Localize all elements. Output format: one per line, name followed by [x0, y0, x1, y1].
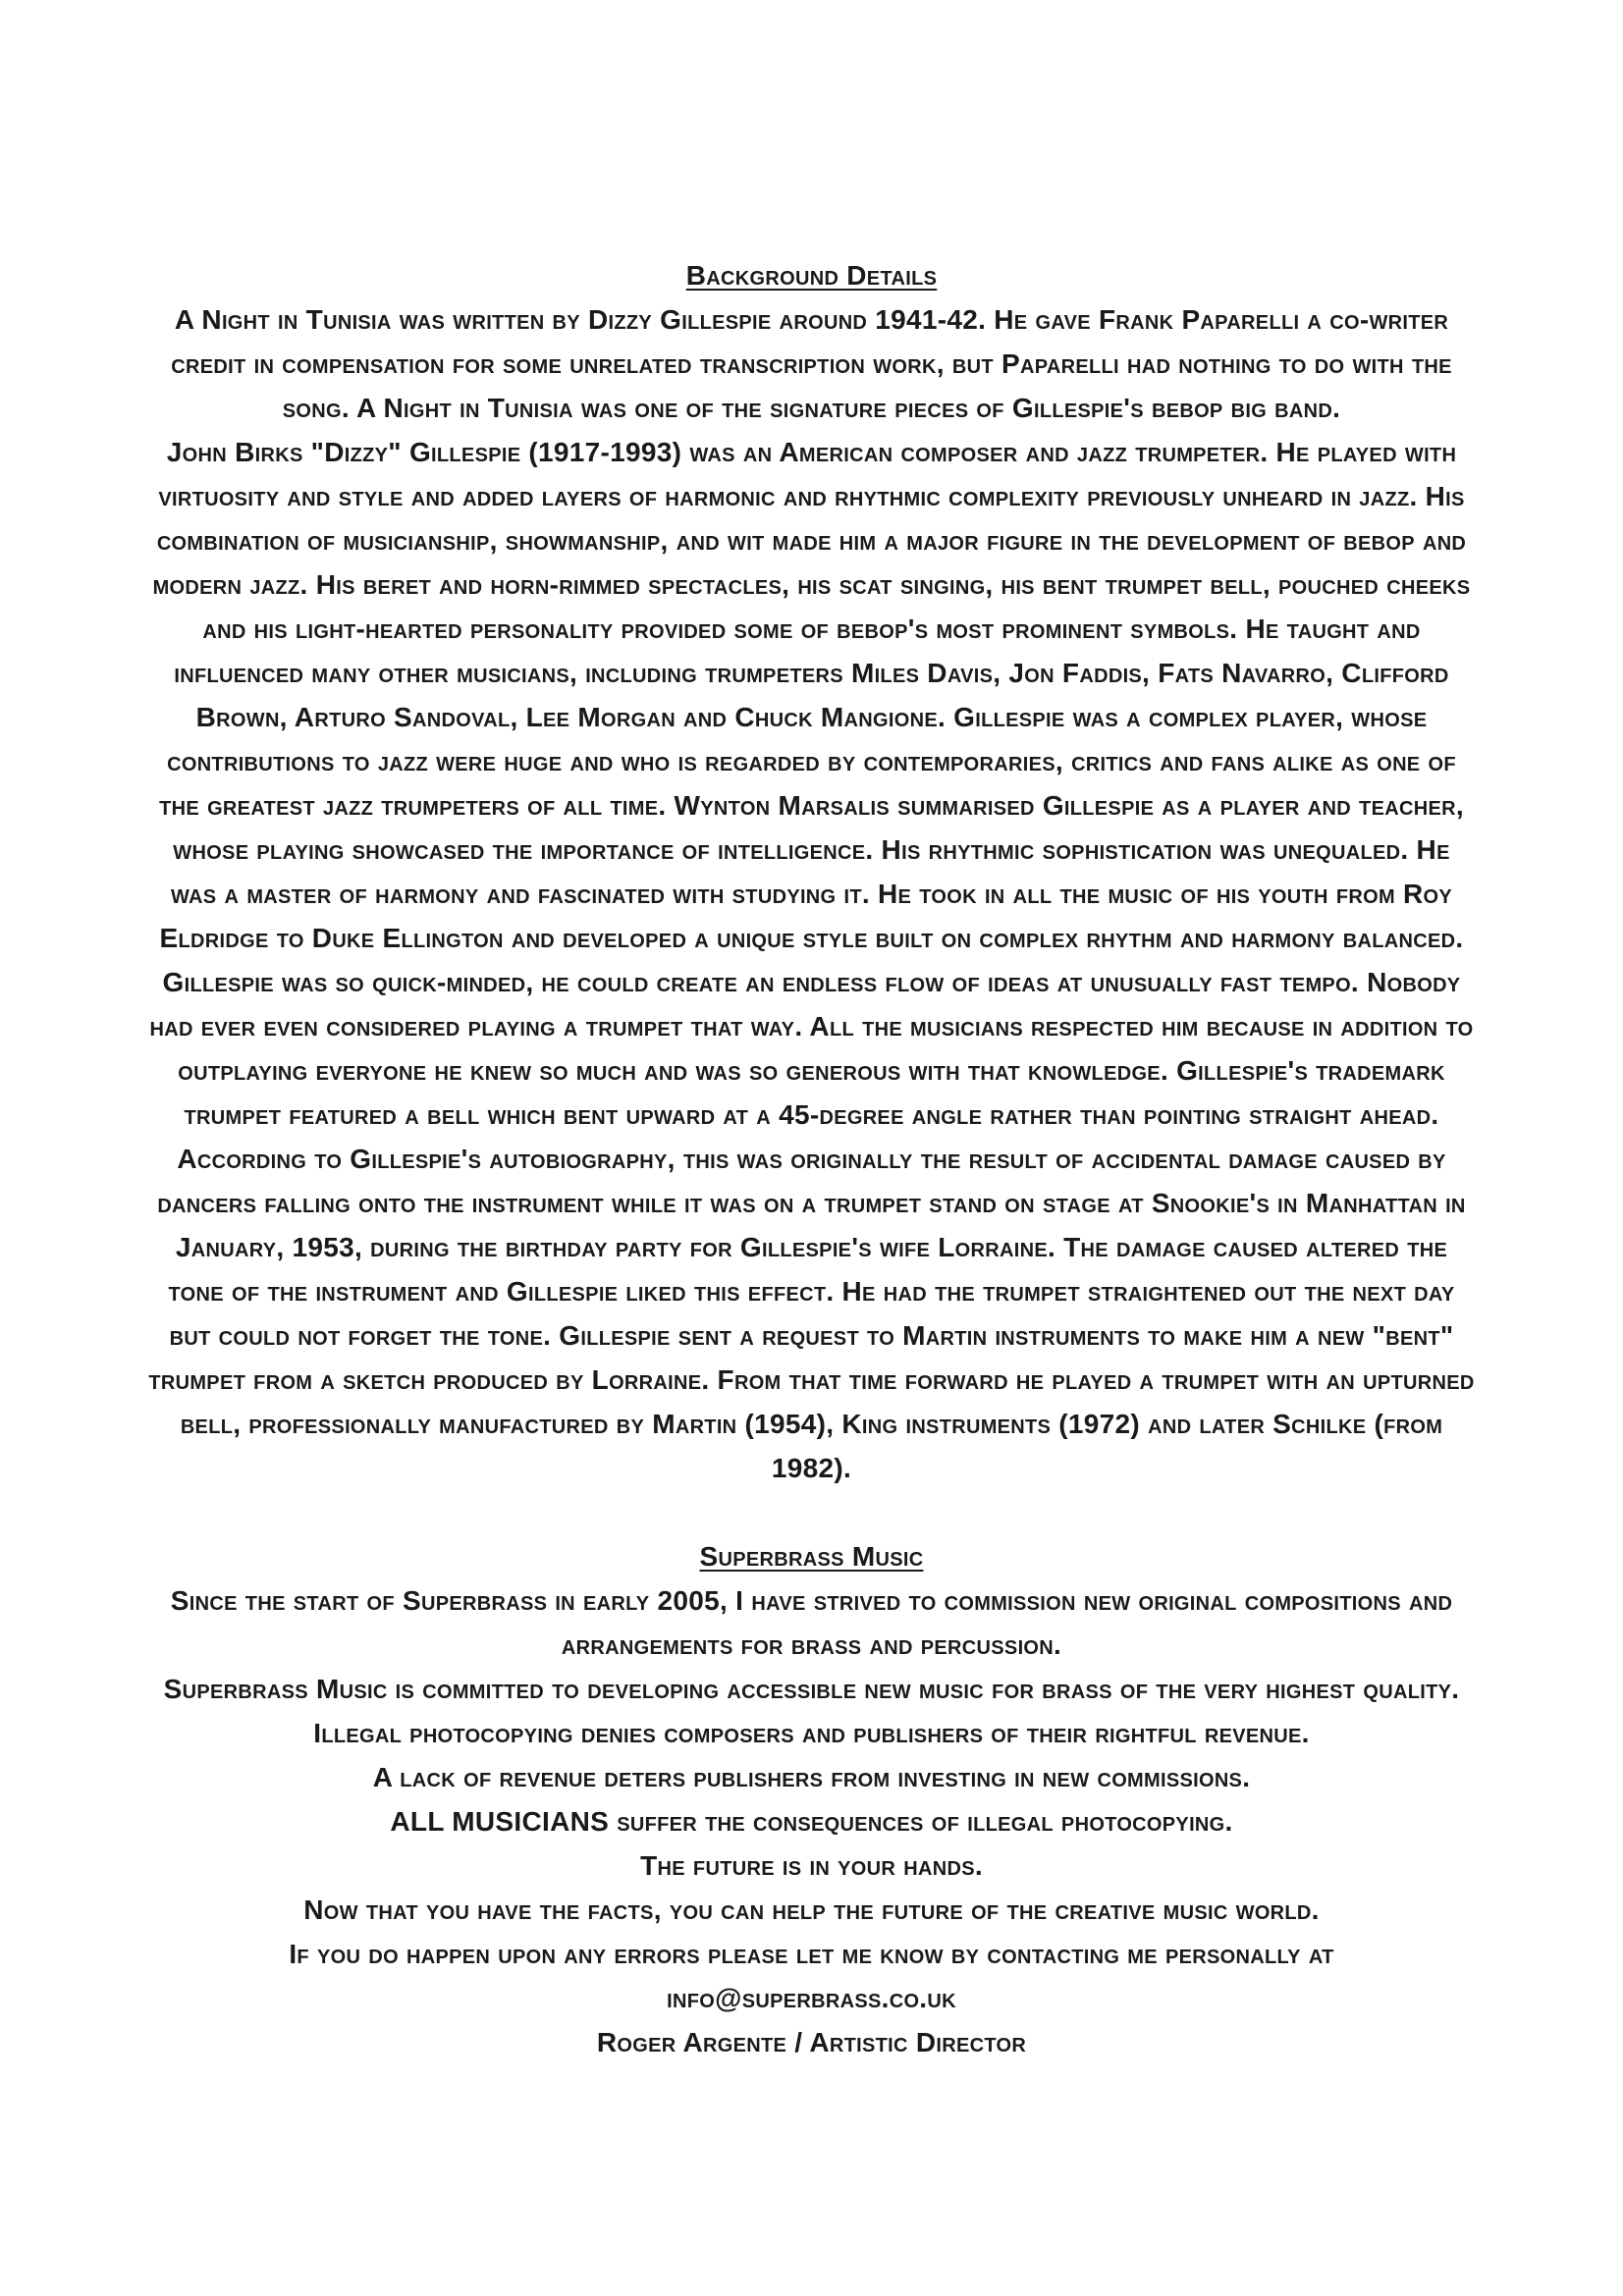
superbrass-line-contact: If you do happen upon any errors please let me know by contacting me personally at info@superbrass.co.uk — [289, 1939, 1334, 2013]
superbrass-line-4: A lack of revenue deters publishers from investing in new commissions. — [372, 1762, 1251, 1792]
superbrass-line-3: Illegal photocopying denies composers and publishers of their rightful revenue. — [313, 1718, 1310, 1748]
background-heading: Background Details — [685, 260, 938, 291]
section-spacer — [147, 1490, 1476, 1534]
superbrass-line-1: Since the start of Superbrass in early 2005, I have strived to commission new original compositions and arrangements for brass and percussion. — [170, 1585, 1453, 1660]
document-page — [147, 253, 1476, 2064]
superbrass-line-facts: Now that you have the facts, you can help the future of the creative music world. — [303, 1895, 1320, 1925]
all-musicians-emphasis: ALL MUSICIANS — [390, 1806, 610, 1837]
background-paragraph-2: John Birks "Dizzy" Gillespie (1917-1993) was an American composer and jazz trumpeter. He played with virtuosity and style and added layers of harmonic and rhythmic complexity previously unheard in jazz. His combination of musicianship, showmanship, and wit made him a major figure in the development of bebop and modern jazz. His beret and horn-rimmed spectacles, his scat singing, his bent trumpet bell, pouched cheeks and his light-hearted personality provided some of bebop's most prominent symbols. He taught and influenced many other musicians, including trumpeters Miles Davis, Jon Faddis, Fats Navarro, Clifford Brown, Arturo Sandoval, Lee Morgan and Chuck Mangione. Gillespie was a complex player, whose contributions to jazz were huge and who is regarded by contemporaries, critics and fans alike as one of the greatest jazz trumpeters of all time. Wynton Marsalis summarised Gillespie as a player and teacher, whose playing showcased the importance of intelligence. His rhythmic sophistication was unequaled. He was a master of harmony and fascinated with studying it. He took in all the music of his youth from Roy Eldridge to Duke Ellington and developed a unique style built on complex rhythm and harmony balanced. Gillespie was so quick-minded, he could create an endless flow of ideas at unusually fast tempo. Nobody had ever even considered playing a trumpet that way. All the musicians respected him because in addition to outplaying everyone he knew so much and was so generous with that knowledge. Gillespie's trademark trumpet featured a bell which bent upward at a 45-degree angle rather than pointing straight ahead. According to Gillespie's autobiography, this was originally the result of accidental damage caused by dancers falling onto the instrument while it was on a trumpet stand on stage at Snookie's in Manhattan in January, 1953, during the birthday party for Gillespie's wife Lorraine. The damage caused altered the tone of the instrument and Gillespie liked this effect. He had the trumpet straightened out the next day but could not forget the tone. Gillespie sent a request to Martin instruments to make him a new "bent" trumpet from a sketch produced by Lorraine. From that time forward he played a trumpet with an upturned bell, professionally manufactured by Martin (1954), King instruments (1972) and later Schilke (from 1982). — [148, 437, 1475, 1483]
superbrass-heading: Superbrass Music — [699, 1541, 924, 1572]
emphasis-rest: suffer the consequences of illegal photocopying. — [609, 1806, 1233, 1837]
background-paragraph-1: A Night in Tunisia was written by Dizzy Gillespie around 1941-42. He gave Frank Paparelli a co-writer credit in compensation for some unrelated transcription work, but Paparelli had nothing to do with the song. A Night in Tunisia was one of the signature pieces of Gillespie's bebop big band. — [171, 304, 1452, 423]
signature: Roger Argente / Artistic Director — [596, 2027, 1027, 2057]
superbrass-line-emphasis — [147, 1799, 1476, 1843]
superbrass-line-future: The future is in your hands. — [640, 1850, 983, 1881]
superbrass-line-2: Superbrass Music is committed to developing accessible new music for brass of the very highest quality. — [163, 1674, 1460, 1704]
